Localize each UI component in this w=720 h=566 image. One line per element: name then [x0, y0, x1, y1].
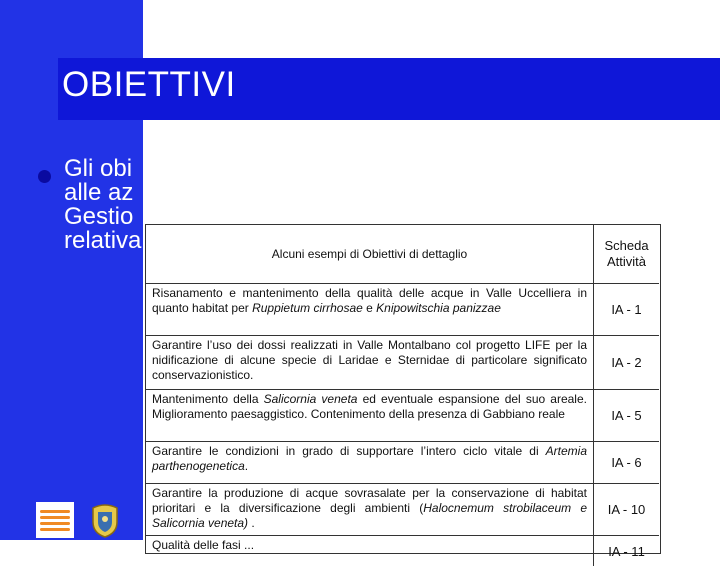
- text-run: Garantire la produzione di acque sovrasalate per la conservazione di habitat prioritari e la diversificazione degli ambienti (: [152, 486, 587, 515]
- body-line: relativa: [64, 227, 142, 254]
- table-row: [146, 536, 659, 566]
- objectives-table: [145, 224, 661, 559]
- activity-code: IA - 5: [611, 408, 642, 423]
- activity-code: IA - 2: [611, 355, 642, 370]
- header-activity-line1: Scheda: [604, 238, 649, 253]
- table-row: [146, 484, 659, 536]
- footer-logos: [30, 498, 142, 540]
- italic-term: Knipowitschia panizzae: [376, 301, 501, 315]
- text-run: Mantenimento della: [152, 392, 264, 406]
- body-line: alle az: [64, 179, 134, 206]
- activity-code: IA - 11: [608, 543, 645, 559]
- body-line: Gestio: [64, 203, 134, 230]
- objective-text: [146, 284, 594, 335]
- table-header-row: [146, 225, 659, 284]
- italic-term: Ruppietum cirrhosae: [252, 301, 363, 315]
- table-row: [146, 442, 659, 484]
- activity-code: IA - 1: [611, 302, 642, 317]
- objective-text: [146, 536, 594, 566]
- activity-code: IA - 10: [607, 502, 646, 517]
- body-line: Gli obi: [64, 155, 133, 182]
- text-run: Garantire l’uso dei dossi realizzati in Valle Montalbano col progetto LIFE per la nidificazione di alcune specie di Laridae e Sternidae di particolare significato conservazionistico.: [152, 338, 587, 382]
- text-run: e: [362, 301, 377, 315]
- header-objectives: Alcuni esempi di Obiettivi di dettaglio: [146, 225, 594, 283]
- text-run: .: [244, 459, 249, 473]
- italic-term: Halocnemum strobilaceum e Salicornia veneta): [152, 501, 588, 530]
- table-row: [146, 390, 659, 442]
- italic-term: Artemia parthenogenetica: [152, 444, 587, 473]
- municipal-crest-icon: [90, 502, 120, 538]
- slide-body-text: [64, 157, 154, 253]
- header-activity: [594, 225, 659, 283]
- header-activity-line2: Attività: [606, 254, 646, 269]
- objective-text: [146, 484, 594, 535]
- text-run: ed eventuale espansione del suo areale. Miglioramento paesaggistico. Contenimento della presenza di Gabbiano reale: [152, 392, 587, 421]
- table-row: [146, 336, 659, 390]
- objective-text: [146, 390, 594, 441]
- park-logo-icon: [36, 502, 74, 538]
- text-run: .: [248, 516, 255, 530]
- text-run: Garantire le condizioni in grado di supportare l’intero ciclo vitale di: [152, 444, 546, 458]
- activity-code: IA - 6: [611, 455, 642, 470]
- text-run: Qualità delle fasi ...: [152, 538, 255, 552]
- italic-term: Salicornia veneta: [263, 392, 358, 406]
- objective-text: [146, 336, 594, 389]
- text-run: Risanamento e mantenimento della qualità delle acque in Valle Uccelliera in quanto habitat per: [152, 286, 587, 315]
- slide-title: OBIETTIVI: [62, 65, 236, 104]
- objective-text: [146, 442, 594, 483]
- table-row: [146, 284, 659, 336]
- bullet-icon: [38, 170, 51, 183]
